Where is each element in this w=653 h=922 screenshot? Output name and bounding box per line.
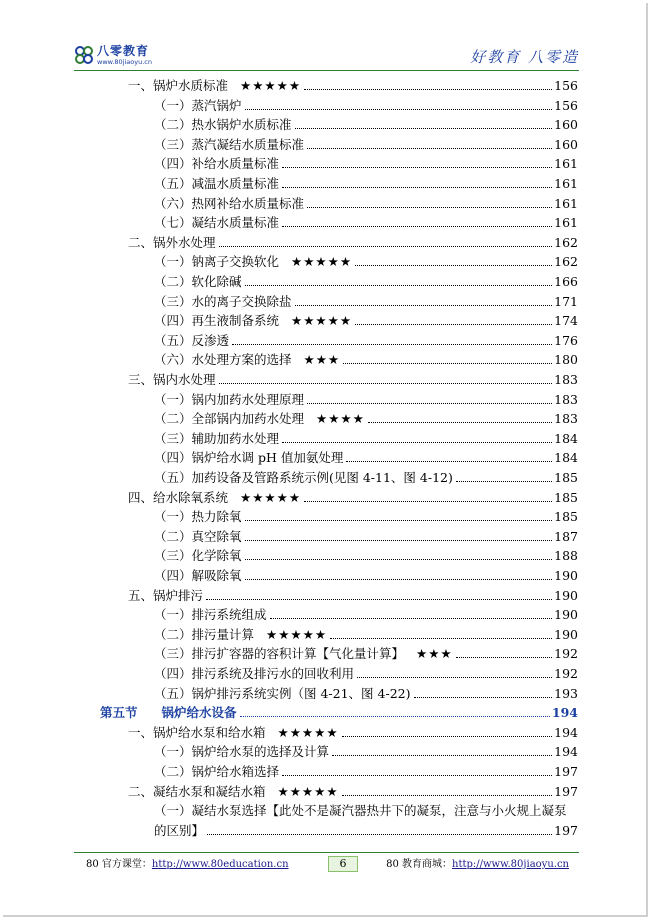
toc-row[interactable]	[154, 762, 578, 781]
toc-page-number: 176	[554, 332, 578, 348]
toc-row[interactable]	[128, 233, 578, 252]
toc-entry-label: （一）热力除氧	[154, 509, 242, 525]
toc-page-number: 197	[554, 783, 578, 799]
dot-leader	[232, 344, 552, 345]
dot-leader	[304, 501, 552, 502]
logo-title: 八零教育	[97, 43, 150, 58]
toc-page-number: 183	[554, 411, 578, 427]
toc-row[interactable]	[154, 154, 578, 173]
toc-page-number: 185	[554, 470, 578, 485]
toc-page-number: 192	[554, 666, 578, 681]
importance-stars: ★★★★★	[266, 626, 328, 642]
footer-right-label: 80 教育商城：	[386, 859, 453, 870]
toc-page-number: 171	[554, 293, 578, 309]
dot-leader	[355, 324, 552, 325]
toc-entry-label: （一）蒸汽锅炉	[154, 97, 242, 113]
dot-leader	[342, 795, 553, 796]
dot-leader	[245, 559, 553, 560]
toc-entry-label: （二）热水锅炉水质标准	[154, 117, 292, 133]
dot-leader	[346, 461, 552, 462]
toc-row[interactable]	[154, 644, 578, 663]
toc-entry-label: （三）排污扩容器的容积计算【气化量计算】	[154, 646, 405, 662]
toc-row[interactable]	[154, 625, 578, 644]
toc-page-number: 187	[554, 528, 578, 544]
logo	[74, 42, 152, 68]
toc-entry-label: （二）全部锅内加药水处理	[154, 411, 305, 427]
footer-left-label: 80 官方课堂：	[86, 859, 152, 870]
dot-leader	[355, 265, 552, 266]
toc-entry-label: 锅炉给水设备	[161, 705, 237, 721]
toc-page-number: 192	[554, 646, 578, 662]
toc-page-number: 188	[554, 548, 578, 564]
importance-stars: ★★★★★	[277, 783, 339, 799]
dot-leader	[206, 599, 552, 600]
toc-row[interactable]	[154, 311, 578, 330]
toc-entry-label: （五）减温水质量标准	[154, 176, 280, 191]
toc-page-number: 190	[554, 607, 578, 623]
toc-entry-label: （二）软化除碱	[154, 274, 242, 289]
dot-leader	[307, 207, 552, 208]
toc-row[interactable]	[128, 586, 578, 605]
toc-page-number: 194	[551, 705, 578, 721]
dot-leader	[330, 638, 552, 639]
toc-page-number: 185	[554, 489, 578, 505]
dot-leader	[456, 657, 553, 658]
toc-section-number: 第五节	[100, 705, 138, 721]
toc-row[interactable]	[154, 350, 578, 369]
toc-entry-label: 四、给水除氧系统	[128, 489, 229, 505]
toc-entry-label: （四）锅炉给水调 pH 值加氨处理	[154, 450, 344, 466]
toc-page-number: 161	[554, 195, 578, 211]
toc-entry-label: （四）解吸除氧	[154, 568, 242, 583]
toc-entry-label: （三）辅助加药水处理	[154, 430, 280, 446]
page-footer	[74, 852, 579, 873]
toc-entry-label: （三）蒸汽凝结水质量标准	[154, 136, 305, 152]
dot-leader	[332, 755, 552, 756]
footer-left-link[interactable]: http://www.80education.cn	[151, 859, 289, 870]
toc-row[interactable]	[128, 488, 578, 507]
toc-row[interactable]	[154, 507, 578, 526]
dot-leader	[307, 403, 552, 404]
dot-leader	[282, 442, 552, 443]
dot-leader	[282, 775, 552, 776]
toc-page-number: 184	[554, 430, 578, 446]
footer-right	[386, 855, 569, 875]
toc-page-number: 190	[554, 626, 578, 642]
toc-row[interactable]	[154, 664, 578, 683]
toc-entry-label: （二）真空除氧	[154, 528, 242, 544]
toc-page-number: 174	[554, 313, 578, 329]
toc-page-number: 194	[554, 724, 578, 740]
header-slogan: 好教育 八零造	[470, 48, 579, 66]
toc-entry-label: （一）排污系统组成	[154, 607, 267, 623]
toc-row[interactable]	[154, 272, 578, 291]
toc-row[interactable]	[154, 605, 578, 624]
dot-leader	[245, 109, 553, 110]
toc-entry-label: （一）锅内加药水处理原理	[154, 391, 305, 407]
toc-entry-label: （五）加药设备及管路系统示例(见图 4-11、图 4-12)	[154, 470, 453, 485]
toc-page-number: 156	[554, 97, 578, 113]
toc-row[interactable]	[154, 135, 578, 154]
toc-row[interactable]	[154, 684, 578, 703]
dot-leader	[357, 677, 552, 678]
importance-stars: ★★★★	[316, 411, 365, 427]
toc-entry-label: （四）再生液制备系统	[154, 313, 280, 329]
dot-leader	[343, 363, 552, 364]
footer-right-link[interactable]: http://www.80jiaoyu.cn	[452, 859, 569, 870]
dot-leader	[282, 167, 552, 168]
toc-row[interactable]	[154, 409, 578, 428]
toc-entry-label: （一）锅炉给水泵的选择及计算	[154, 744, 330, 760]
toc-entry-label: 一、锅炉水质标准	[128, 78, 229, 93]
toc-page-number: 162	[554, 254, 578, 270]
toc-entry-label: （五）锅炉排污系统实例（图 4-21、图 4-22)	[154, 685, 411, 701]
toc-row[interactable]	[154, 96, 578, 115]
toc-row[interactable]	[154, 429, 578, 448]
toc-row[interactable]	[128, 782, 578, 801]
dot-leader	[219, 246, 553, 247]
toc-entry-label: 一、锅炉给水泵和给水箱	[128, 724, 266, 740]
toc-entry-label: 二、凝结水泵和凝结水箱	[128, 783, 266, 799]
toc-page-number: 194	[554, 744, 578, 760]
toc-row[interactable]	[154, 390, 578, 409]
toc-entry-label: （五）反渗透	[154, 332, 230, 348]
toc-page-number: 160	[554, 117, 578, 133]
importance-stars: ★★★★★	[240, 78, 302, 93]
toc-row[interactable]	[154, 194, 578, 213]
toc-page-number: 162	[554, 234, 578, 250]
dot-leader	[282, 187, 552, 188]
toc-row[interactable]	[154, 115, 578, 134]
toc-entry-label: 三、锅内水处理	[128, 372, 216, 387]
logo-icon	[74, 45, 94, 65]
toc-entry-label: （六）热网补给水质量标准	[154, 195, 305, 211]
dot-leader	[368, 422, 552, 423]
toc-row[interactable]	[154, 546, 578, 565]
dot-leader	[270, 618, 553, 619]
dot-leader	[342, 736, 553, 737]
dot-leader	[245, 520, 553, 521]
toc-entry-label: （三）化学除氧	[154, 548, 242, 564]
toc-row[interactable]	[128, 76, 578, 95]
importance-stars: ★★★★★	[291, 313, 353, 329]
toc-row[interactable]	[154, 468, 578, 487]
importance-stars: ★★★★★	[277, 724, 339, 740]
importance-stars: ★★★	[416, 646, 453, 662]
toc-entry-label: （四）补给水质量标准	[154, 156, 280, 172]
dot-leader	[219, 383, 553, 384]
logo-url: www.80jiaoyu.cn	[97, 57, 152, 66]
toc-page-number: 190	[554, 587, 578, 603]
importance-stars: ★★★★★	[291, 254, 353, 270]
toc-row[interactable]	[154, 448, 578, 467]
toc-page-number: 161	[554, 156, 578, 172]
toc-row[interactable]	[154, 742, 578, 761]
page-number: 6	[328, 856, 358, 872]
toc-page-number: 180	[554, 352, 578, 368]
dot-leader	[295, 128, 553, 129]
toc-row[interactable]	[154, 213, 578, 232]
toc-row[interactable]	[154, 821, 578, 840]
toc-entry-label: （四）排污系统及排污水的回收利用	[154, 666, 355, 681]
toc-row[interactable]	[128, 370, 578, 389]
toc-entry-label: （二）排污量计算	[154, 626, 255, 642]
toc-row[interactable]	[154, 292, 578, 311]
toc-page-number: 184	[554, 450, 578, 466]
toc-page-number: 166	[554, 274, 578, 289]
toc-entry-label: （六）水处理方案的选择	[154, 352, 292, 368]
toc-entry-label: （七）凝结水质量标准	[154, 215, 280, 231]
toc-page-number: 185	[554, 509, 578, 525]
toc-entry-label: 五、锅炉排污	[128, 587, 204, 603]
dot-leader	[295, 305, 553, 306]
toc-page-number: 197	[554, 822, 578, 838]
toc-entry-label: （三）水的离子交换除盐	[154, 293, 292, 309]
toc-entry-line: （一）凝结水泵选择【此处不是凝汽器热井下的凝泵，注意与小火规上凝泵	[154, 803, 567, 819]
page-header	[74, 40, 579, 71]
toc-row[interactable]	[154, 566, 578, 585]
dot-leader	[207, 834, 552, 835]
importance-stars: ★★★★★	[240, 489, 302, 505]
dot-leader	[245, 285, 553, 286]
footer-left	[86, 855, 289, 875]
dot-leader	[307, 148, 552, 149]
dot-leader	[456, 481, 552, 482]
importance-stars: ★★★	[303, 352, 341, 368]
toc-page-number: 193	[554, 685, 578, 701]
toc-entry-label: （二）锅炉给水箱选择	[154, 764, 280, 779]
toc-row[interactable]	[154, 174, 578, 193]
toc-entry-label: （一）钠离子交换软化	[154, 254, 280, 270]
toc-page-number: 160	[554, 136, 578, 152]
toc-page-number: 161	[554, 176, 578, 191]
toc-row[interactable]	[154, 252, 578, 271]
toc-page-number: 156	[554, 78, 578, 93]
dot-leader	[245, 579, 553, 580]
dot-leader	[304, 89, 552, 90]
dot-leader	[414, 697, 553, 698]
toc-page-number: 190	[554, 568, 578, 583]
toc-row[interactable]	[154, 331, 578, 350]
toc-page-number: 183	[554, 391, 578, 407]
dot-leader	[245, 540, 553, 541]
dot-leader	[282, 226, 552, 227]
toc-entry-label: 的区别】	[154, 822, 205, 838]
toc-entry-label: 二、锅外水处理	[128, 234, 216, 250]
toc-page-number: 183	[554, 372, 578, 387]
toc-page-number: 161	[554, 215, 578, 231]
toc-page-number: 197	[554, 764, 578, 779]
toc-section-row[interactable]	[100, 703, 578, 722]
toc-row[interactable]	[154, 527, 578, 546]
toc-row[interactable]	[128, 723, 578, 742]
dot-leader	[240, 716, 550, 717]
